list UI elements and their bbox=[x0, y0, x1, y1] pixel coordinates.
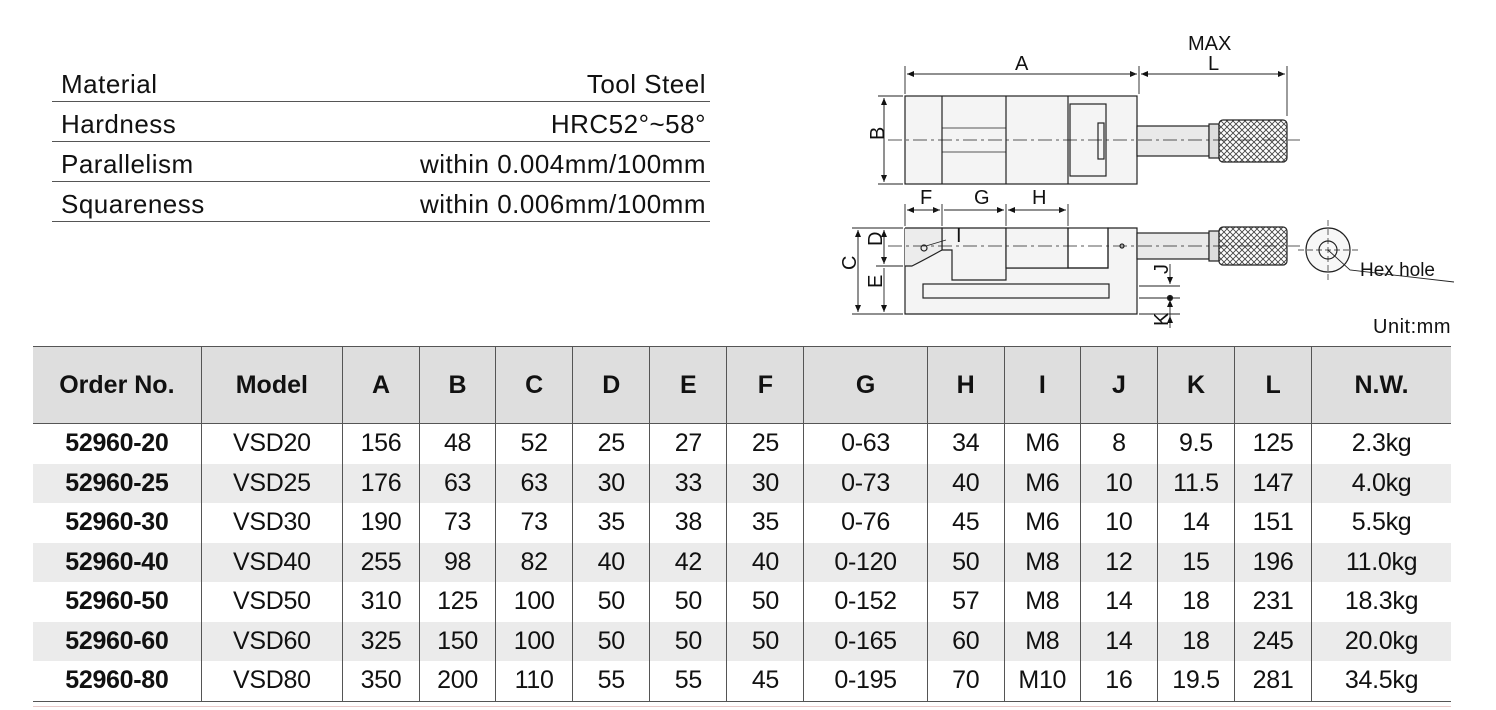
spec-table bbox=[33, 346, 1451, 702]
table-cell: 16 bbox=[1080, 661, 1157, 701]
table-cell: M8 bbox=[1004, 543, 1080, 583]
label-g: G bbox=[974, 187, 990, 209]
table-cell: 8 bbox=[1080, 424, 1157, 464]
label-b: B bbox=[867, 126, 889, 140]
table-cell: 25 bbox=[573, 424, 650, 464]
table-cell: 38 bbox=[650, 503, 727, 543]
column-header: F bbox=[727, 347, 804, 424]
table-cell: 18.3kg bbox=[1312, 582, 1451, 622]
column-header: Order No. bbox=[33, 347, 201, 424]
table-row bbox=[33, 464, 1451, 504]
column-header: I bbox=[1004, 347, 1080, 424]
table-cell: M8 bbox=[1004, 582, 1080, 622]
table-cell: 50 bbox=[650, 622, 727, 662]
table-cell: 100 bbox=[496, 582, 573, 622]
spec-label: Material bbox=[61, 69, 158, 99]
spec-label: Squareness bbox=[61, 189, 205, 219]
table-cell: 34.5kg bbox=[1312, 661, 1451, 701]
table-cell: 55 bbox=[650, 661, 727, 701]
table-cell: 11.0kg bbox=[1312, 543, 1451, 583]
label-d: D bbox=[865, 231, 887, 246]
label-hex-hole: Hex hole bbox=[1360, 260, 1435, 281]
table-cell: 19.5 bbox=[1157, 661, 1234, 701]
spec-value: HRC52°~58° bbox=[550, 109, 706, 139]
table-row bbox=[33, 424, 1451, 464]
table-cell: 63 bbox=[420, 464, 496, 504]
table-cell: 20.0kg bbox=[1312, 622, 1451, 662]
table-cell: 0-165 bbox=[804, 622, 927, 662]
label-i: I bbox=[956, 225, 962, 247]
label-h: H bbox=[1032, 187, 1047, 209]
column-header: C bbox=[496, 347, 573, 424]
table-cell: 9.5 bbox=[1157, 424, 1234, 464]
order-number-cell: 52960-40 bbox=[33, 543, 201, 583]
table-cell: M8 bbox=[1004, 622, 1080, 662]
table-cell: 4.0kg bbox=[1312, 464, 1451, 504]
table-cell: 14 bbox=[1157, 503, 1234, 543]
table-cell: 0-195 bbox=[804, 661, 927, 701]
order-number-cell: 52960-30 bbox=[65, 508, 169, 537]
table-cell: VSD30 bbox=[201, 503, 342, 543]
table-cell: 70 bbox=[927, 661, 1004, 701]
table-cell: 50 bbox=[573, 622, 650, 662]
table-cell: 0-63 bbox=[804, 424, 927, 464]
column-header: A bbox=[342, 347, 419, 424]
table-cell: VSD40 bbox=[201, 543, 342, 583]
table-cell: 125 bbox=[1235, 424, 1312, 464]
top-view-knob bbox=[1219, 120, 1287, 162]
table-cell: 40 bbox=[727, 543, 804, 583]
table-cell: 50 bbox=[650, 582, 727, 622]
table-cell: 350 bbox=[342, 661, 419, 701]
table-cell: 45 bbox=[927, 503, 1004, 543]
table-cell: 11.5 bbox=[1157, 464, 1234, 504]
table-cell: 0-76 bbox=[804, 503, 927, 543]
table-cell: 125 bbox=[420, 582, 496, 622]
top-view-screw bbox=[1137, 126, 1209, 156]
table-cell: 25 bbox=[727, 424, 804, 464]
table-cell: VSD25 bbox=[201, 464, 342, 504]
table-row bbox=[33, 622, 1451, 662]
table-cell: 98 bbox=[420, 543, 496, 583]
column-header: K bbox=[1157, 347, 1234, 424]
table-cell: 150 bbox=[420, 622, 496, 662]
table-row bbox=[33, 543, 1451, 583]
column-header: N.W. bbox=[1312, 347, 1451, 424]
label-e: E bbox=[865, 274, 887, 288]
table-cell: 231 bbox=[1235, 582, 1312, 622]
column-header: J bbox=[1080, 347, 1157, 424]
table-cell: 52 bbox=[496, 424, 573, 464]
spec-value: Tool Steel bbox=[586, 69, 706, 99]
table-cell: M6 bbox=[1004, 503, 1080, 543]
divider bbox=[33, 706, 1451, 707]
label-f: F bbox=[920, 187, 933, 209]
label-a: A bbox=[1015, 53, 1029, 75]
table-cell: 55 bbox=[573, 661, 650, 701]
table-cell: 10 bbox=[1080, 464, 1157, 504]
table-row bbox=[33, 582, 1451, 622]
table-cell: 18 bbox=[1157, 622, 1234, 662]
order-number-cell: 52960-20 bbox=[65, 429, 169, 458]
table-cell: 33 bbox=[650, 464, 727, 504]
order-number-cell: 52960-50 bbox=[65, 587, 169, 616]
table-cell: 82 bbox=[496, 543, 573, 583]
table-cell: M6 bbox=[1004, 424, 1080, 464]
table-cell: 310 bbox=[342, 582, 419, 622]
table-cell: 15 bbox=[1157, 543, 1234, 583]
table-cell: 45 bbox=[727, 661, 804, 701]
spec-label: Hardness bbox=[61, 109, 177, 139]
order-number-cell: 52960-60 bbox=[33, 622, 201, 662]
table-row bbox=[33, 661, 1451, 701]
table-cell: 34 bbox=[927, 424, 1004, 464]
table-cell: 60 bbox=[927, 622, 1004, 662]
label-k: K bbox=[1151, 312, 1173, 326]
column-header: G bbox=[804, 347, 927, 424]
label-max: MAX bbox=[1188, 33, 1232, 55]
spec-row-hardness bbox=[52, 102, 710, 142]
spec-row-squareness bbox=[52, 182, 710, 222]
table-cell: 2.3kg bbox=[1312, 424, 1451, 464]
column-header: Model bbox=[201, 347, 342, 424]
table-cell: 63 bbox=[496, 464, 573, 504]
table-cell: 176 bbox=[342, 464, 419, 504]
column-header: L bbox=[1235, 347, 1312, 424]
table-cell: 30 bbox=[573, 464, 650, 504]
table-cell: 5.5kg bbox=[1312, 503, 1451, 543]
table-cell: 40 bbox=[927, 464, 1004, 504]
table-cell: 27 bbox=[650, 424, 727, 464]
table-cell: 0-73 bbox=[804, 464, 927, 504]
table-cell: 35 bbox=[727, 503, 804, 543]
table-cell: 40 bbox=[573, 543, 650, 583]
table-cell: 281 bbox=[1235, 661, 1312, 701]
table-cell: 42 bbox=[650, 543, 727, 583]
table-cell: 156 bbox=[342, 424, 419, 464]
table-cell: VSD80 bbox=[201, 661, 342, 701]
table-cell: 35 bbox=[573, 503, 650, 543]
label-c: C bbox=[839, 255, 861, 270]
spec-row-parallelism bbox=[52, 142, 710, 182]
table-cell: 50 bbox=[927, 543, 1004, 583]
unit-label: Unit:mm bbox=[1373, 316, 1451, 338]
spec-list bbox=[52, 62, 710, 222]
table-row bbox=[33, 503, 1451, 543]
table-cell: 151 bbox=[1235, 503, 1312, 543]
table-cell: 100 bbox=[496, 622, 573, 662]
order-number-cell: 52960-25 bbox=[33, 464, 201, 504]
table-cell: 50 bbox=[727, 622, 804, 662]
table-cell: 190 bbox=[342, 503, 419, 543]
table-cell: VSD50 bbox=[201, 582, 342, 622]
spec-value: within 0.004mm/100mm bbox=[420, 149, 706, 179]
table-cell: 10 bbox=[1080, 503, 1157, 543]
table-cell: 110 bbox=[496, 661, 573, 701]
column-header: H bbox=[927, 347, 1004, 424]
label-j: J bbox=[1151, 264, 1173, 274]
table-cell: M10 bbox=[1004, 661, 1080, 701]
table-cell: 48 bbox=[420, 424, 496, 464]
vise-dimension-drawing bbox=[828, 28, 1468, 348]
table-cell: 196 bbox=[1235, 543, 1312, 583]
table-cell: 57 bbox=[927, 582, 1004, 622]
table-cell: 245 bbox=[1235, 622, 1312, 662]
spec-label: Parallelism bbox=[61, 149, 194, 179]
table-cell: 14 bbox=[1080, 582, 1157, 622]
column-header: B bbox=[420, 347, 496, 424]
table-cell: VSD20 bbox=[201, 424, 342, 464]
table-cell: 12 bbox=[1080, 543, 1157, 583]
table-cell: 200 bbox=[420, 661, 496, 701]
spec-value: within 0.006mm/100mm bbox=[420, 189, 706, 219]
table-cell: 325 bbox=[342, 622, 419, 662]
table-cell: 255 bbox=[342, 543, 419, 583]
table-cell: M6 bbox=[1004, 464, 1080, 504]
table-cell: 73 bbox=[420, 503, 496, 543]
label-l: L bbox=[1208, 53, 1220, 75]
spec-row-material bbox=[52, 62, 710, 102]
table-cell: 18 bbox=[1157, 582, 1234, 622]
table-cell: 73 bbox=[496, 503, 573, 543]
column-header: D bbox=[573, 347, 650, 424]
table-cell: 50 bbox=[727, 582, 804, 622]
table-cell: 30 bbox=[727, 464, 804, 504]
table-cell: 14 bbox=[1080, 622, 1157, 662]
order-number-cell: 52960-80 bbox=[33, 661, 201, 701]
table-cell: 50 bbox=[573, 582, 650, 622]
table-header-row bbox=[33, 347, 1451, 424]
table-cell: 147 bbox=[1235, 464, 1312, 504]
table-cell: VSD60 bbox=[201, 622, 342, 662]
table-cell: 0-152 bbox=[804, 582, 927, 622]
column-header: E bbox=[650, 347, 727, 424]
table-cell: 0-120 bbox=[804, 543, 927, 583]
